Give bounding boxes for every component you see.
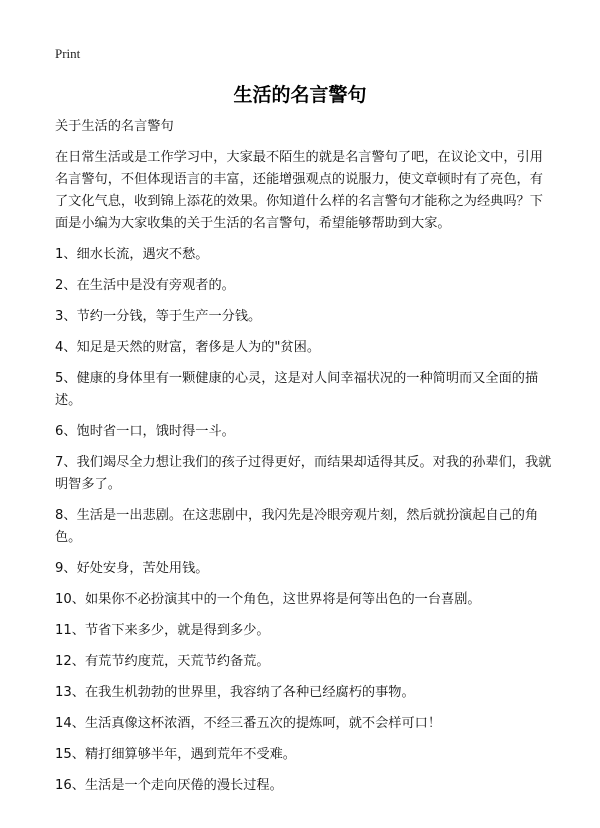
quote-list xyxy=(55,244,555,797)
article-body xyxy=(55,116,555,806)
quote-item: 1、细水长流，遇灾不愁。 xyxy=(55,247,209,262)
quote-item: 14、生活真像这杯浓酒，不经三番五次的提炼呵，就不会样可口！ xyxy=(55,716,442,731)
quote-item: 9、好处安身，苦处用钱。 xyxy=(55,561,209,576)
quote-item: 10、如果你不必扮演其中的一个角色，这世界将是何等出色的一台喜剧。 xyxy=(55,592,481,607)
quote-item: 13、在我生机勃勃的世界里，我容纳了各种已经腐朽的事物。 xyxy=(55,685,415,700)
quote-item: 15、精打细算够半年，遇到荒年不受难。 xyxy=(55,747,296,762)
quote-item: 4、知足是天然的财富，奢侈是人为的"贫困。 xyxy=(55,340,321,355)
quote-item: 11、节省下来多少，就是得到多少。 xyxy=(55,623,270,638)
quote-item: 16、生活是一个走向厌倦的漫长过程。 xyxy=(55,778,283,793)
quote-item: 8、生活是一出悲剧。在这悲剧中，我闪先是冷眼旁观片刻，然后就扮演起自己的角色。 xyxy=(55,508,539,545)
quote-item: 12、有荒节约度荒，天荒节约备荒。 xyxy=(55,654,270,669)
quote-item: 2、在生活中是没有旁观者的。 xyxy=(55,278,235,293)
intro-paragraph: 在日常生活或是工作学习中，大家最不陌生的就是名言警句了吧，在议论文中，引用名言警句，不但体现语言的丰富，还能增强观点的说服力，使文章顿时有了亮色，有了文化气息，收到锦上添花的效果。你知道什么样的名言警句才能称之为经典吗？下面是小编为大家收集的关于生活的名言警句，希望能够帮助到大家。 xyxy=(55,150,543,231)
print-link[interactable]: Print xyxy=(55,46,81,61)
quote-item: 6、饱时省一口，饿时得一斗。 xyxy=(55,424,235,439)
quote-item: 7、我们竭尽全力想让我们的孩子过得更好，而结果却适得其反。对我的孙辈们，我就明智多了。 xyxy=(55,455,552,492)
article-subtitle: 关于生活的名言警句 xyxy=(55,119,174,134)
quote-item: 3、节约一分钱，等于生产一分钱。 xyxy=(55,309,262,324)
page-title: 生活的名言警句 xyxy=(233,84,367,106)
quote-item: 5、健康的身体里有一颗健康的心灵，这是对人间幸福状况的一种简明而又全面的描述。 xyxy=(55,371,539,408)
